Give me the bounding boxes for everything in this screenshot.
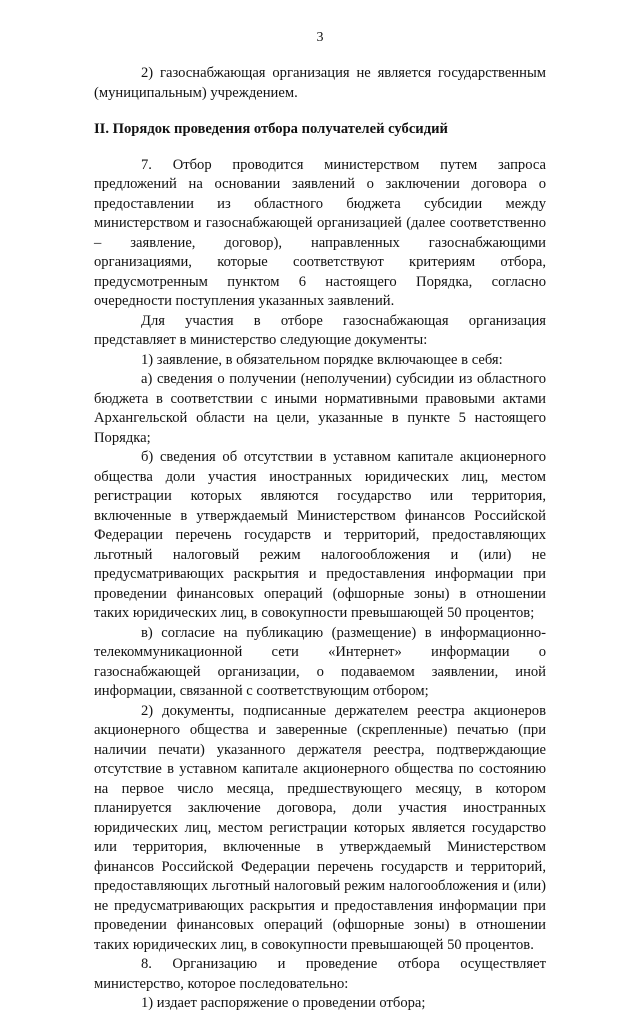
paragraph-criteria-2: 2) газоснабжающая организация не является государственным (муниципальным) учреждением.: [94, 65, 546, 101]
list-item-8-1: 1) издает распоряжение о проведении отбора;: [141, 995, 426, 1011]
list-item-1b: б) сведения об отсутствии в уставном капитале акционерного общества доли участия иностранных юридических лиц, местом регистрации которых являются государство или территория, включенные в утверждаемый Министерством финансов Российской Федерации перечень государств и территорий, предоставляющих льготный налоговый режим налогообложения и (или) не предусматривающих раскрытия и предоставления информации при проведении финансовых операций (офшорные зоны) в отношении таких юридических лиц, в совокупности превышающей 50 процентов;: [94, 449, 546, 621]
page-number: 3: [316, 30, 324, 45]
list-item-1: 1) заявление, в обязательном порядке включающее в себя:: [141, 351, 503, 368]
section-heading: II. Порядок проведения отбора получателей субсидий: [94, 121, 448, 137]
list-item-1a: а) сведения о получении (неполучении) субсидии из областного бюджета в соответствии с иными нормативными правовыми актами Архангельской области на цели, указанные в пункте 5 настоящего Порядка;: [94, 371, 546, 446]
paragraph-7: 7. Отбор проводится министерством путем запроса предложений на основании заявлений о заключении договора о предоставлении из областного бюджета субсидии между министерством и газоснабжающей организацией (далее соответственно – заявление, договор), направленных газоснабжающими организациями, которые соответствуют критериям отбора, предусмотренным пунктом 6 настоящего Порядка, согласно очередности поступления указанных заявлений.: [94, 156, 546, 309]
paragraph-documents-intro: Для участия в отборе газоснабжающая организация представляет в министерство следующие документы:: [94, 312, 546, 348]
document-body: [94, 64, 546, 1014]
paragraph-8: 8. Организацию и проведение отбора осуществляет министерство, которое последовательно:: [94, 956, 546, 992]
list-item-1v: в) согласие на публикацию (размещение) в информационно-телекоммуникационной сети «Интернет» информации о газоснабжающей организации, о подаваемом заявлении, иной информации, связанной с соответствующим отбором;: [94, 624, 546, 699]
list-item-2: 2) документы, подписанные держателем реестра акционеров акционерного общества и заверенные (скрепленные) печатью (при наличии печати) указанного держателя реестра, подтверждающие отсутствие в уставном капитале акционерного общества по состоянию на первое число месяца, предшествующего месяцу, в котором планируется заключение договора, доли участия иностранных юридических лиц, местом регистрации которых является государство или территория, включенные в утверждаемый Министерством финансов Российской Федерации перечень государств и территорий, предоставляющих льготный налоговый режим налогообложения и (или) не предусматривающих раскрытия и предоставления информации при проведении финансовых операций (офшорные зоны) в отношении таких юридических лиц, в совокупности превышающей 50 процентов.: [94, 702, 546, 953]
